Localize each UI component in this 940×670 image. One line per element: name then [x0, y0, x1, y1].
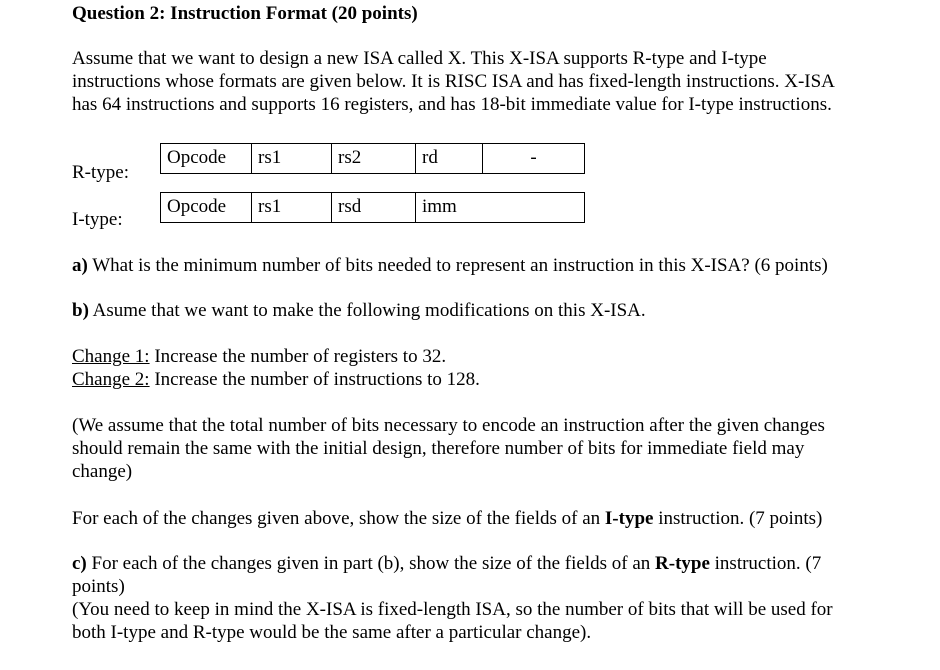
note-line: change) [72, 461, 133, 482]
change-text: Increase the number of instructions to 128. [149, 369, 480, 390]
part-c [72, 552, 892, 644]
change-item [72, 368, 892, 391]
r-type-unused-field: - [530, 147, 537, 168]
part-b-text: Asume that we want to make the following modifications on this X-ISA. [88, 300, 646, 321]
part-c-line2: points) [72, 576, 125, 597]
task-text-pre: For each of the changes given above, show the size of the fields of an [72, 508, 605, 529]
i-type-imm-field: imm [422, 196, 457, 217]
part-c-text-pre: For each of the changes given in part (b), show the size of the fields of an [86, 553, 656, 574]
part-c-note-line: both I-type and R-type would be the same after a particular change). [72, 622, 592, 643]
change-item [72, 345, 892, 368]
r-type-rs1-field: rs1 [252, 144, 332, 173]
i-type-opcode-field: Opcode [161, 193, 252, 222]
part-b-note [72, 414, 892, 483]
change-label: Change 1: [72, 346, 150, 367]
part-b [72, 299, 892, 322]
question-title: Question 2: Instruction Format (20 points) [72, 3, 418, 24]
note-line: should remain the same with the initial design, therefore number of bits for immediate field may [72, 438, 805, 459]
r-type-opcode-field: Opcode [161, 144, 252, 173]
change-text: Increase the number of registers to 32. [149, 346, 447, 367]
part-c-text-post: instruction. (7 [709, 553, 822, 574]
i-type-rsd-field: rsd [332, 193, 416, 222]
part-c-text-bold: R-type [655, 553, 710, 574]
part-c-note-line: (You need to keep in mind the X-ISA is fixed-length ISA, so the number of bits that will be used for [72, 599, 833, 620]
i-type-format-table [160, 192, 585, 223]
note-line: (We assume that the total number of bits necessary to encode an instruction after the given changes [72, 415, 825, 436]
intro-line: has 64 instructions and supports 16 registers, and has 18-bit immediate value for I-type instructions. [72, 94, 832, 115]
intro-line: instructions whose formats are given below. It is RISC ISA and has fixed-length instructions. X-ISA [72, 71, 835, 92]
part-a-letter: a) [72, 255, 88, 276]
part-b-letter: b) [72, 300, 89, 321]
intro-paragraph [72, 47, 892, 116]
part-a-text: What is the minimum number of bits needed to represent an instruction in this X-ISA? (6 points) [87, 255, 828, 276]
task-text-bold: I-type [604, 508, 654, 529]
change-label: Change 2: [72, 369, 150, 390]
r-type-rd-field: rd [416, 144, 483, 173]
part-b-task [72, 507, 892, 530]
part-c-letter: c) [72, 553, 87, 574]
task-text-post: instruction. (7 points) [653, 508, 823, 529]
r-type-label: R-type: [72, 162, 129, 183]
i-type-label: I-type: [72, 209, 123, 230]
i-type-rs1-field: rs1 [252, 193, 332, 222]
r-type-rs2-field: rs2 [332, 144, 416, 173]
intro-line: Assume that we want to design a new ISA called X. This X-ISA supports R-type and I-type [72, 48, 767, 69]
r-type-format-table [160, 143, 585, 174]
part-a [72, 254, 892, 277]
change-list [72, 345, 892, 391]
